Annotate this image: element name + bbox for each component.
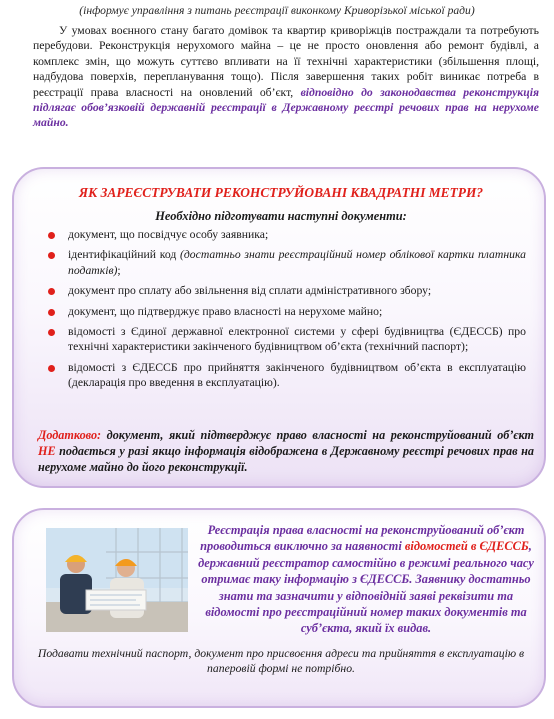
edessb-highlight: відомостей в ЄДЕССБ <box>404 539 529 554</box>
list-item: документ, що посвідчує особу заявника; <box>46 227 526 242</box>
list-item: ідентифікаційний код (достатньо знати реєстраційний номер облікової картки платника податків); <box>46 247 526 278</box>
edessb-text: Реєстрація права власності на реконструйований об’єкт проводиться виключно за наявності відомостей в ЄДЕССБ, державний реєстратор самостійно в режимі реального часу отримає таку інформацію з ЄДЕССБ. Заявнику достатньо знати та зазначити у відповідній заяві реквізити та відомості про реєстраційний номер таких документів та суб’єкта, який їх видав. <box>198 523 534 636</box>
additional-label: Додатково: <box>38 428 102 442</box>
construction-photo <box>46 528 188 632</box>
edessb-info-box <box>12 508 546 708</box>
bullet-icon <box>48 329 55 336</box>
bullet-icon <box>48 365 55 372</box>
intro-text: У умовах воєнного стану багато домівок та квартир криворіжців постраждали та потребують перебудови. Реконструкція нерухомого майна – це не просто оновлення або ремонт будівлі, а комплекс змін, що можуть суттєво впливати на її технічні характеристики (збільшення площі, надбудова поверхів, перепланування тощо). Після завершення таких робіт виникає потреба в реєстрації права власності на оновлений об’єкт, <box>33 24 539 99</box>
intro-paragraph <box>33 23 539 131</box>
bullet-icon <box>48 232 55 239</box>
documents-box-subtitle: Необхідно підготувати наступні документи: <box>155 209 407 223</box>
additional-note: Додатково: документ, який підтверджує право власності на реконструйований об’єкт НЕ подається у разі якщо інформація відображена в Державному реєстрі речових прав на нерухоме майно до його реконструкції. <box>38 428 534 474</box>
intro-highlight: відповідно до законодавства реконструкція підлягає обов’язковій державній реєстрації в Державному реєстрі речових прав на нерухоме майно. <box>33 85 540 130</box>
list-item: відомості з ЄДЕССБ про прийняття закінченого будівництвом об’єкта в експлуатацію (декларація про введення в експлуатацію). <box>46 360 526 391</box>
list-item: документ, що підтверджує право власності на нерухоме майно; <box>46 304 526 319</box>
bullet-icon <box>48 309 55 316</box>
construction-workers-image <box>46 528 188 632</box>
list-item: відомості з Єдиної державної електронної системи у сфері будівництва (ЄДЕССБ) про технічні характеристики закінченого будівництвом об’єкта (технічний паспорт); <box>46 324 526 355</box>
bullet-icon <box>48 288 55 295</box>
page-header: (інформує управління з питань реєстрації виконкому Криворізької міської ради) <box>79 4 475 17</box>
not-emphasis: НЕ <box>38 444 56 458</box>
documents-list <box>46 227 526 396</box>
bullet-icon <box>48 252 55 259</box>
documents-box <box>12 167 546 488</box>
documents-box-title: ЯК ЗАРЕЄСТРУВАТИ РЕКОНСТРУЙОВАНІ КВАДРАТНІ МЕТРИ? <box>78 185 484 200</box>
paper-form-note: Подавати технічний паспорт, документ про присвоєння адреси та прийняття в експлуатацію в паперовій формі не потрібно. <box>37 647 525 676</box>
list-item: документ про сплату або звільнення від сплати адміністративного збору; <box>46 283 526 298</box>
